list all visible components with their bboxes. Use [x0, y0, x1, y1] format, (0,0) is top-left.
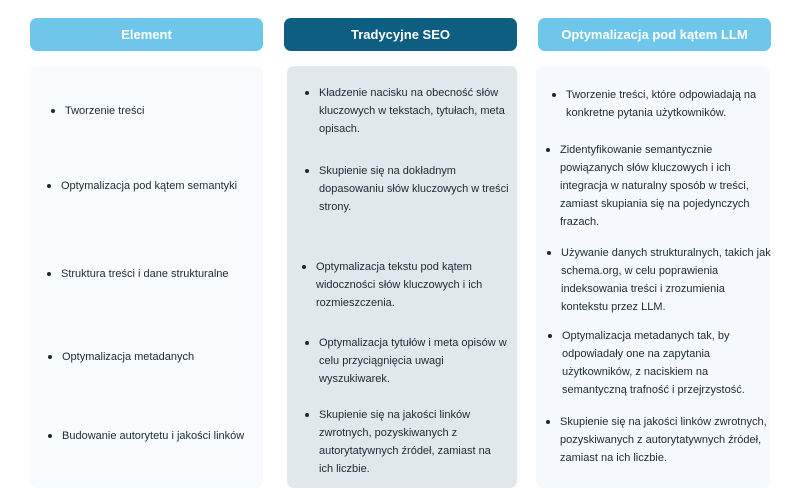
element-item: Optymalizacja metadanych [48, 348, 272, 366]
header-traditional-seo: Tradycyjne SEO [284, 18, 517, 51]
header-element: Element [30, 18, 263, 51]
element-item: Tworzenie treści [51, 102, 265, 120]
element-item: Budowanie autorytetu i jakości linków [48, 427, 272, 445]
element-item: Struktura treści i dane strukturalne [47, 265, 271, 283]
llm-item: Tworzenie treści, które odpowiadają na konkretne pytania użytkowników. [552, 86, 772, 122]
llm-item: Używanie danych strukturalnych, takich jak schema.org, w celu poprawienia indeksowania treści i zrozumienia kontekstu przez LLM. [547, 244, 771, 316]
llm-item: Optymalizacja metadanych tak, by odpowiadały one na zapytania użytkowników, z naciskiem na semantyczną trafność i przejrzystość. [548, 327, 774, 399]
traditional-item: Skupienie się na dokładnym dopasowaniu słów kluczowych w treści strony. [305, 162, 515, 216]
llm-item: Zidentyfikowanie semantycznie powiązanych słów kluczowych i ich integracja w naturalny sposób w treści, zamiast skupiania się na pojedynczych frazach. [546, 141, 772, 231]
traditional-item: Optymalizacja tekstu pod kątem widoczności słów kluczowych i ich rozmieszczenia. [302, 258, 516, 312]
llm-item: Skupienie się na jakości linków zwrotnych, pozyskiwanych z autorytatywnych źródeł, zamiast na ich liczbie. [546, 413, 778, 467]
traditional-seo-column [287, 66, 517, 488]
element-item: Optymalizacja pod kątem semantyki [47, 177, 271, 195]
traditional-item: Kładzenie nacisku na obecność słów kluczowych w tekstach, tytułach, meta opisach. [305, 84, 515, 138]
traditional-item: Skupienie się na jakości linków zwrotnych, pozyskiwanych z autorytatywnych źródeł, zamiast na ich liczbie. [305, 406, 495, 478]
traditional-item: Optymalizacja tytułów i meta opisów w celu przyciągnięcia uwagi wyszukiwarek. [305, 334, 513, 388]
element-column [30, 66, 263, 488]
header-llm-optimization: Optymalizacja pod kątem LLM [538, 18, 771, 51]
llm-optimization-column [536, 66, 770, 488]
